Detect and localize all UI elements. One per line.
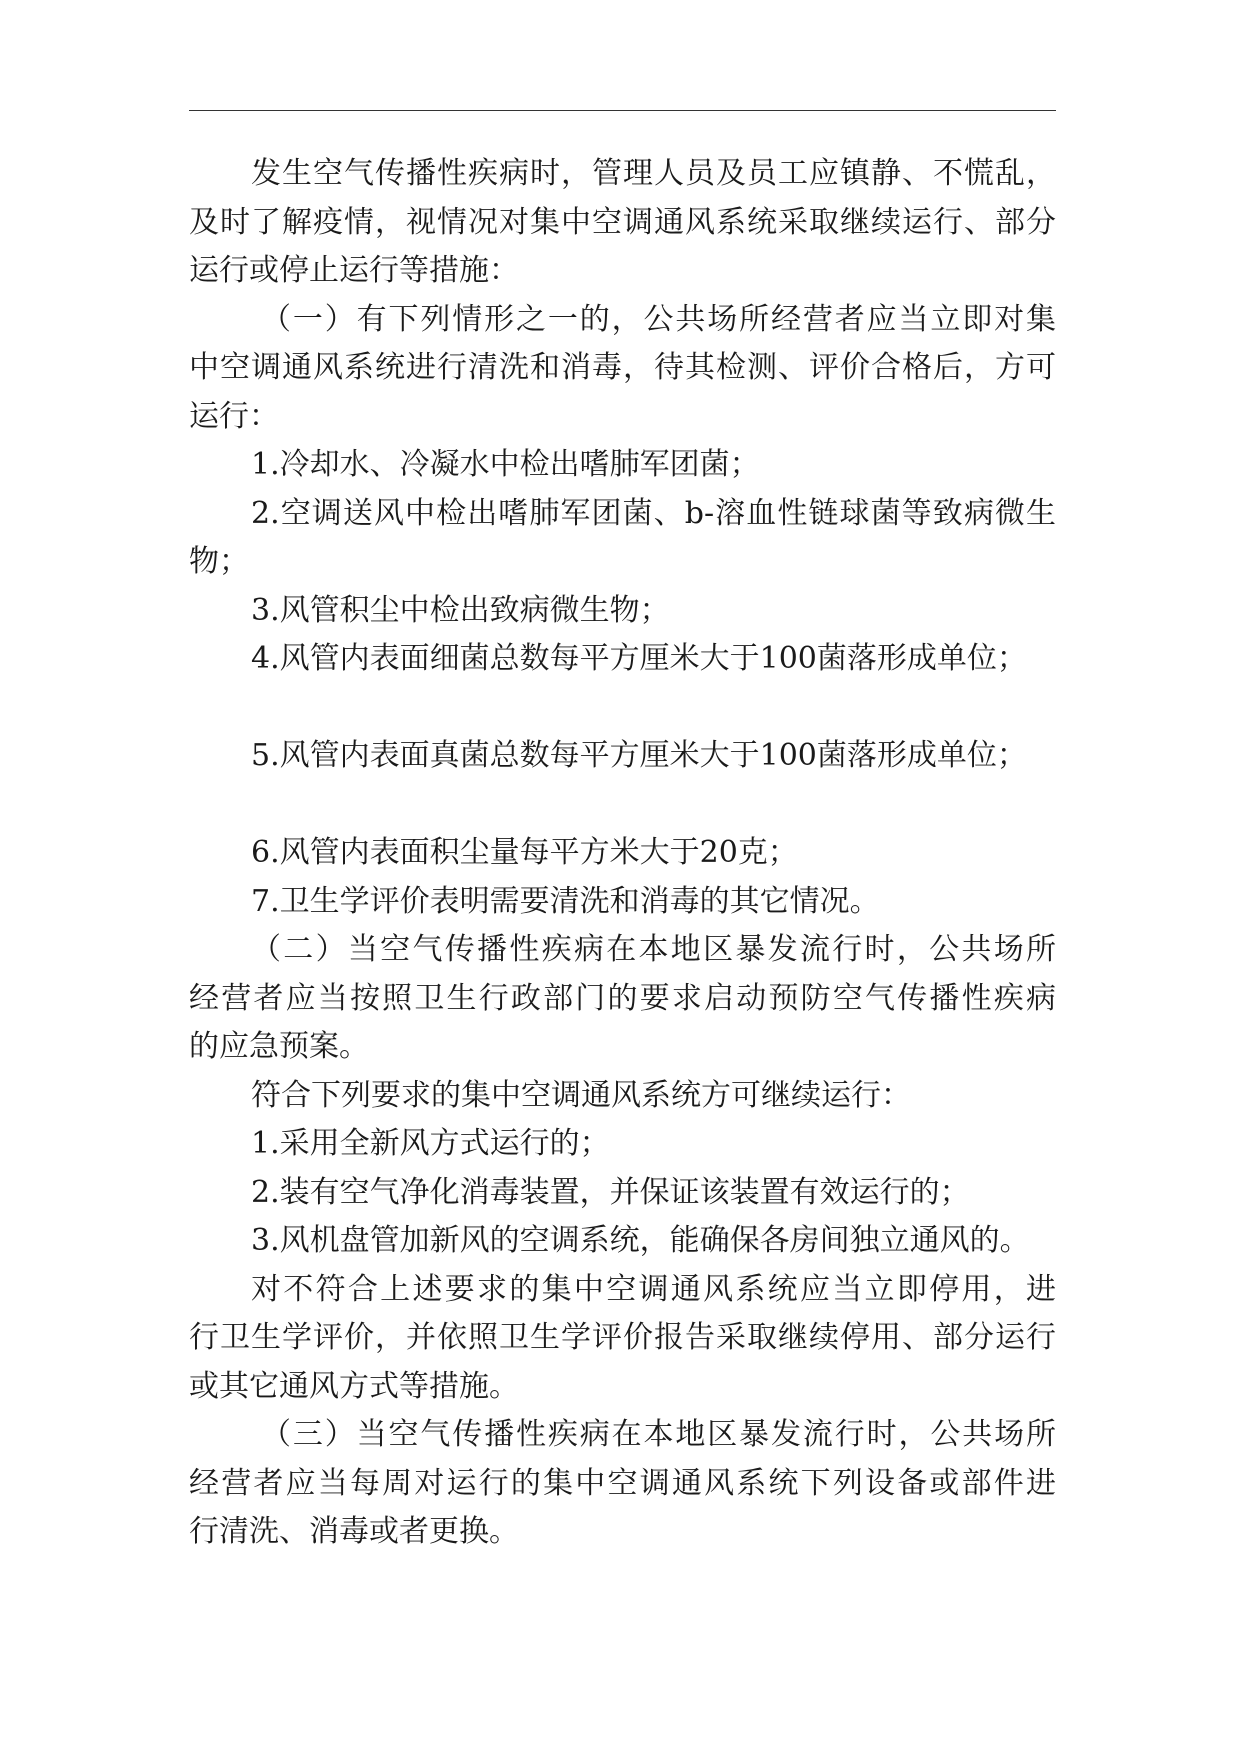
list-item: 6.风管内表面积尘量每平方米大于20克；: [251, 835, 798, 870]
paragraph-line: 发生空气传播性疾病时，管理人员及员工应镇静、不慌乱，: [251, 156, 1056, 191]
paragraph-line: 经营者应当每周对运行的集中空调通风系统下列设备或部件进: [189, 1465, 1056, 1501]
paragraph-line: 中空调通风系统进行清洗和消毒，待其检测、评价合格后，方可: [189, 350, 1056, 385]
section-heading-line: （二）当空气传播性疾病在本地区暴发流行时，公共场所: [251, 932, 1056, 967]
paragraph-line: 经营者应当按照卫生行政部门的要求启动预防空气传播性疾病: [189, 980, 1056, 1016]
paragraph-line: 的应急预案。: [189, 1029, 369, 1064]
section-heading-line: （一）有下列情形之一的，公共场所经营者应当立即对集: [261, 301, 1056, 337]
paragraph-line: 及时了解疫情，视情况对集中空调通风系统采取继续运行、部分: [189, 204, 1056, 240]
paragraph-line: 或其它通风方式等措施。: [189, 1368, 519, 1404]
list-item: 1.冷却水、冷凝水中检出嗜肺军团菌；: [251, 447, 760, 482]
list-item: 4.风管内表面细菌总数每平方厘米大于100菌落形成单位；: [251, 641, 1027, 676]
list-item: 3.风机盘管加新风的空调系统，能确保各房间独立通风的。: [251, 1223, 1030, 1258]
paragraph-line: 行卫生学评价，并依照卫生学评价报告采取继续停用、部分运行: [189, 1320, 1056, 1355]
blank-line: [189, 684, 1056, 733]
list-item: 2.装有空气净化消毒装置，并保证该装置有效运行的；: [251, 1174, 970, 1210]
list-item: 3.风管积尘中检出致病微生物；: [251, 592, 670, 628]
paragraph-line: 运行：: [189, 398, 279, 434]
list-item: 5.风管内表面真菌总数每平方厘米大于100菌落形成单位；: [251, 738, 1027, 773]
paragraph-line: 行清洗、消毒或者更换。: [189, 1514, 519, 1549]
list-item: 2.空调送风中检出嗜肺军团菌、b-溶血性链球菌等致病微生: [251, 495, 1056, 531]
section-heading-line: （三）当空气传播性疾病在本地区暴发流行时，公共场所: [261, 1417, 1056, 1452]
list-item: 7.卫生学评价表明需要清洗和消毒的其它情况。: [251, 883, 880, 919]
header-rule: [189, 110, 1056, 111]
paragraph-line: 运行或停止运行等措施：: [189, 253, 519, 288]
list-item: 1.采用全新风方式运行的；: [251, 1126, 610, 1161]
blank-line: [189, 781, 1056, 830]
paragraph-line: 符合下列要求的集中空调通风系统方可继续运行：: [251, 1077, 911, 1113]
document-body: [189, 150, 1056, 1557]
paragraph-line: 对不符合上述要求的集中空调通风系统应当立即停用，进: [251, 1271, 1056, 1307]
list-item-continuation: 物；: [189, 544, 249, 579]
